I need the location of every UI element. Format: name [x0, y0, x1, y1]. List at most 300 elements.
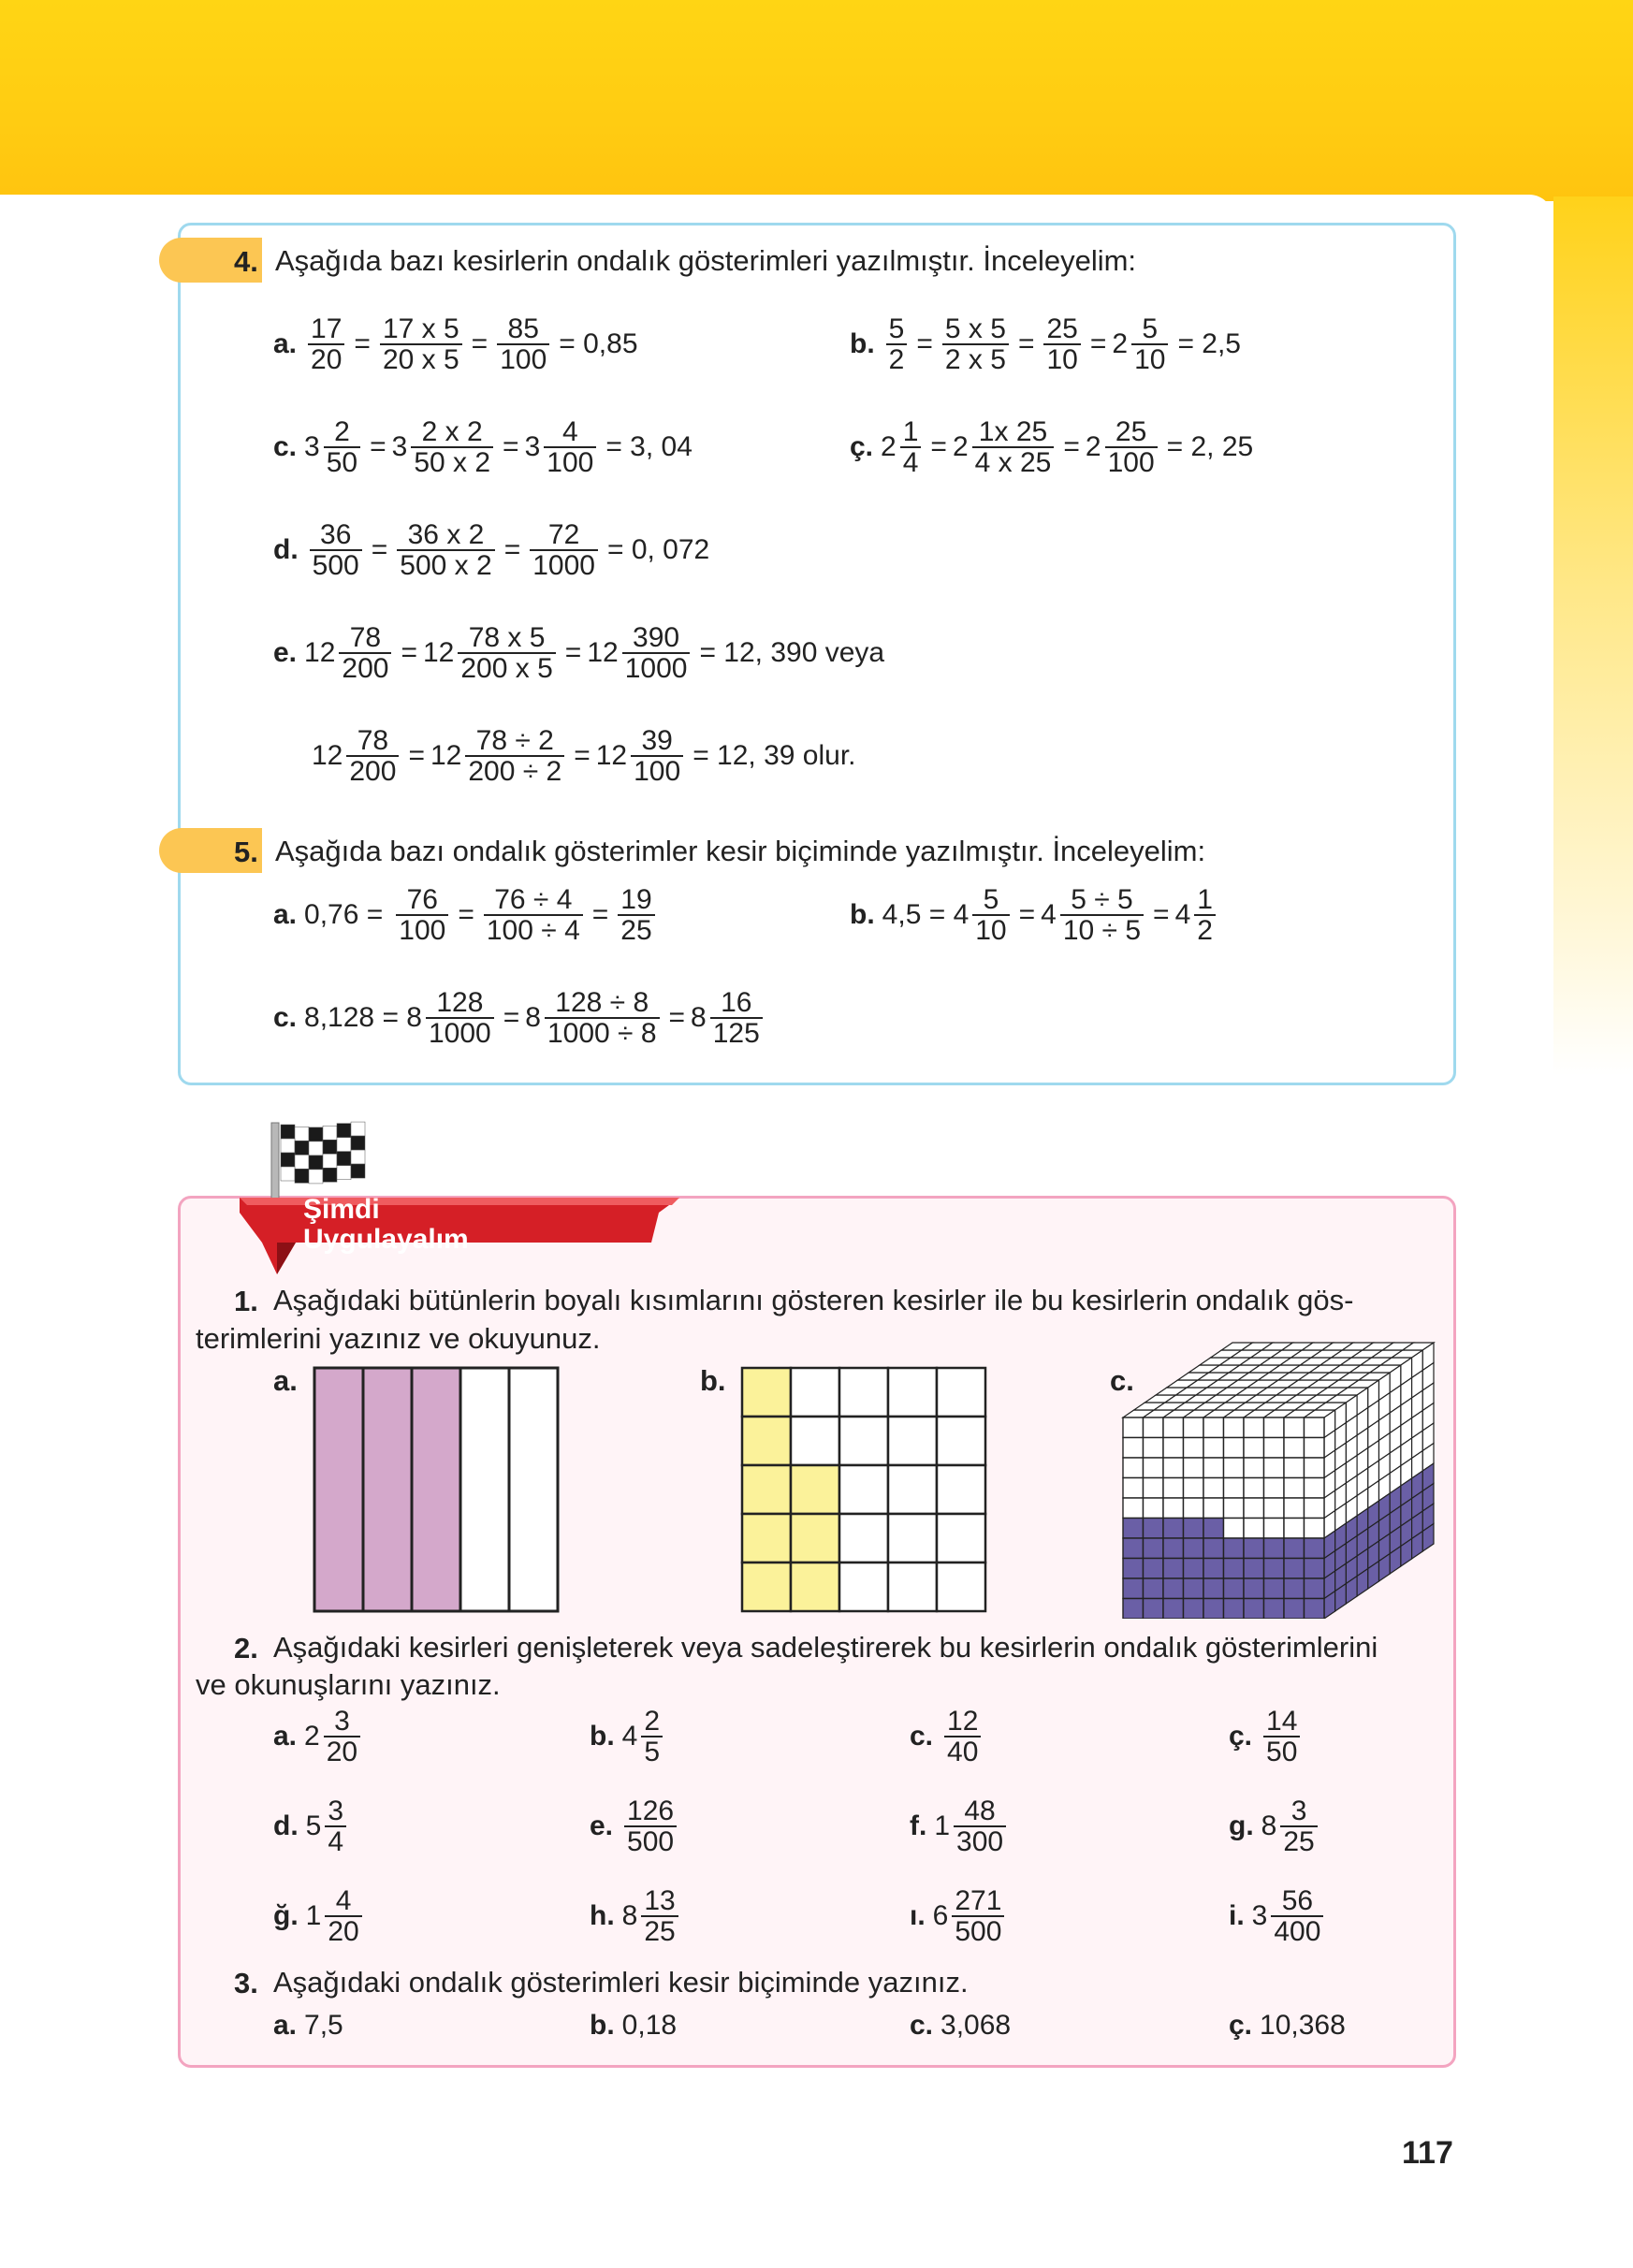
fraction: [641, 1707, 663, 1766]
flag-cell: [281, 1125, 295, 1139]
cube-cell: [1244, 1418, 1264, 1438]
flag-cell: [309, 1141, 323, 1156]
item-label: f.: [910, 1810, 927, 1842]
cube-cell: [1244, 1559, 1264, 1579]
cube-cell: [1224, 1458, 1245, 1478]
denominator: 20 x 5: [380, 343, 462, 374]
denominator: 10: [1131, 343, 1168, 374]
whole-part: 4: [1174, 899, 1191, 931]
denominator: 100: [497, 343, 549, 374]
example-4cc: [850, 417, 1259, 477]
decimal-value: 0,18: [621, 2010, 678, 2041]
item-label: a.: [273, 1721, 298, 1752]
flag-cell: [323, 1126, 337, 1140]
numerator: 1: [902, 416, 919, 447]
fraction: [641, 1886, 678, 1946]
flag-cell: [337, 1166, 351, 1180]
equals: =: [1153, 899, 1170, 931]
cube-cell: [1144, 1519, 1164, 1539]
cube-cell: [1284, 1519, 1305, 1539]
fraction: [1271, 1886, 1323, 1946]
denominator: 125: [710, 1017, 763, 1048]
cube-cell: [1224, 1538, 1245, 1559]
grid-cell: [791, 1563, 839, 1611]
whole-part: 2: [1085, 431, 1101, 463]
section4-intro: Aşağıda bazı kesirlerin ondalık gösterimleri yazılmıştır. İnceleyelim:: [275, 244, 1137, 277]
whole-part: 4: [1041, 899, 1057, 931]
flag-cell: [309, 1127, 323, 1141]
cube-cell: [1144, 1559, 1164, 1579]
cube-cell: [1244, 1538, 1264, 1559]
cube-cell: [1305, 1458, 1325, 1478]
cube-cell: [1284, 1538, 1305, 1559]
result: = 2, 25: [1166, 431, 1254, 463]
cube-cell: [1305, 1478, 1325, 1499]
cube-cell: [1284, 1559, 1305, 1579]
equals: =: [354, 328, 371, 360]
denominator: 200 x 5: [458, 652, 555, 683]
fraction: [324, 1707, 360, 1766]
fraction: [426, 988, 494, 1048]
equals: =: [503, 1002, 520, 1034]
numerator: 4: [335, 1885, 352, 1916]
numerator: 5 x 5: [944, 313, 1006, 344]
numerator: 78: [349, 622, 382, 653]
numerator: 1x 25: [978, 416, 1048, 447]
cube-cell: [1305, 1599, 1325, 1620]
example-4c: [273, 417, 698, 477]
fraction: [1280, 1796, 1317, 1856]
cube-cell: [1244, 1599, 1264, 1620]
item-label: a.: [273, 2010, 298, 2041]
q2-item: [273, 1796, 350, 1856]
denominator: 500: [310, 549, 362, 580]
numerator: 5: [1142, 313, 1159, 344]
numerator: 14: [1266, 1706, 1298, 1737]
denominator: 10: [972, 914, 1009, 945]
item-label: d.: [273, 534, 299, 566]
equals: =: [564, 637, 582, 669]
numerator: 3: [334, 1706, 350, 1737]
q3-item-b: [590, 2010, 677, 2042]
equals: =: [503, 431, 519, 463]
q2-item: [910, 1886, 1008, 1946]
cube-cell: [1264, 1478, 1285, 1499]
numerator: 56: [1281, 1885, 1314, 1916]
numerator: 72: [547, 519, 580, 550]
whole-part: 4: [621, 1721, 638, 1752]
cube-cell: [1203, 1498, 1224, 1519]
numerator: 16: [721, 987, 752, 1018]
cube-cell: [1163, 1498, 1184, 1519]
cube-cell: [1144, 1478, 1164, 1499]
denominator: 10: [1043, 343, 1080, 374]
numerator: 2 x 2: [421, 416, 483, 447]
q2-item: [1229, 1796, 1321, 1856]
cube-cell: [1244, 1478, 1264, 1499]
whole-part: 8: [525, 1002, 541, 1034]
flag-cell: [295, 1141, 309, 1155]
grid-cell: [888, 1368, 937, 1417]
whole-part: 5: [305, 1810, 322, 1842]
fraction: [458, 623, 555, 683]
q3-item-cc: [1229, 2010, 1346, 2042]
equals: =: [1017, 328, 1035, 360]
numerator: 13: [644, 1885, 676, 1916]
grid-cell: [937, 1514, 985, 1563]
item-label: c.: [910, 1721, 934, 1752]
example-4e: [273, 623, 890, 683]
result: = 0, 072: [606, 534, 710, 566]
grid-cell: [742, 1417, 791, 1465]
cube-cell: [1123, 1498, 1144, 1519]
grid-cell: [937, 1465, 985, 1514]
cube-cell: [1203, 1578, 1224, 1599]
cube-cell: [1123, 1599, 1144, 1620]
numerator: 12: [947, 1706, 979, 1737]
fraction: [1263, 1707, 1300, 1766]
equals: =: [668, 1002, 686, 1034]
q2-item: [910, 1707, 984, 1766]
fraction: [942, 314, 1009, 374]
q2-item: [590, 1796, 680, 1856]
fraction: [339, 623, 391, 683]
grid-cell: [742, 1563, 791, 1611]
flag-cell: [295, 1155, 309, 1169]
numerator: 78: [357, 725, 389, 756]
grid-cell: [888, 1514, 937, 1563]
item-label: e.: [590, 1810, 614, 1842]
denominator: 200: [339, 652, 391, 683]
cube-cell: [1123, 1478, 1144, 1499]
cube-cell: [1163, 1599, 1184, 1620]
cube-cell: [1224, 1418, 1245, 1438]
fraction: [325, 1796, 346, 1856]
cube-front-face: [1123, 1418, 1324, 1619]
cube-cell: [1224, 1438, 1245, 1459]
strip-cell: [314, 1368, 363, 1611]
cube-cell: [1163, 1458, 1184, 1478]
whole-part: 12: [587, 637, 619, 669]
denominator: 1000: [622, 652, 691, 683]
whole-part: 1: [305, 1900, 322, 1932]
numerator: 78 x 5: [468, 622, 546, 653]
q2-item: [1229, 1707, 1304, 1766]
cube-cell: [1264, 1599, 1285, 1620]
equals: =: [574, 740, 591, 772]
denominator: 20: [308, 343, 344, 374]
whole-part: 12: [423, 637, 455, 669]
cube-cell: [1284, 1578, 1305, 1599]
item-label: a.: [273, 899, 298, 931]
cube-cell: [1123, 1538, 1144, 1559]
numerator: 5: [888, 313, 905, 344]
cube-cell: [1184, 1478, 1204, 1499]
equals: =: [591, 899, 609, 931]
example-4a: [273, 314, 644, 374]
denominator: 50: [324, 446, 360, 477]
denominator: 2: [1194, 914, 1216, 945]
fraction: [380, 314, 462, 374]
denominator: 20: [324, 1736, 360, 1766]
fraction: [972, 885, 1009, 945]
numerator: 19: [620, 884, 652, 915]
grid-cell: [937, 1417, 985, 1465]
cube-cell: [1163, 1519, 1184, 1539]
fraction: [1060, 885, 1144, 945]
cube-cell: [1224, 1519, 1245, 1539]
whole-part: 2: [304, 1721, 320, 1752]
flag-cell: [281, 1139, 295, 1153]
denominator: 4: [900, 446, 922, 477]
question-number-1: 1.: [234, 1285, 258, 1317]
item-label: b.: [590, 1721, 615, 1752]
decimal-value: 10,368: [1260, 2010, 1346, 2041]
strip-cell: [412, 1368, 460, 1611]
cube-cell: [1144, 1538, 1164, 1559]
flag-cell: [323, 1168, 337, 1182]
numerator: 48: [964, 1796, 996, 1826]
denominator: 100: [631, 755, 683, 786]
item-label: g.: [1229, 1810, 1254, 1842]
item-label: b.: [850, 899, 875, 931]
cube-cell: [1203, 1458, 1224, 1478]
item-label: c.: [273, 1002, 298, 1034]
figure-label-a: a.: [273, 1364, 298, 1397]
whole-part: 12: [312, 740, 343, 772]
numerator: 2: [644, 1706, 661, 1737]
denominator: 500: [952, 1915, 1004, 1946]
cube-cell: [1203, 1418, 1224, 1438]
fraction: [497, 314, 549, 374]
q2-item: [910, 1796, 1010, 1856]
q2-text-line2: ve okunuşlarını yazınız.: [196, 1668, 501, 1701]
equals: =: [503, 534, 521, 566]
fraction: [530, 520, 598, 580]
cube-cell: [1123, 1559, 1144, 1579]
cube-cell: [1224, 1578, 1245, 1599]
item-label: b.: [590, 2010, 615, 2041]
item-label: h.: [590, 1900, 615, 1932]
item-label: ç.: [1229, 2010, 1253, 2041]
result: = 12, 39 olur.: [693, 740, 856, 772]
cube-cell: [1184, 1438, 1204, 1459]
numerator: 4: [561, 416, 578, 447]
cube-cell: [1184, 1538, 1204, 1559]
denominator: 500 x 2: [397, 549, 494, 580]
cube-cell: [1203, 1519, 1224, 1539]
numerator: 126: [627, 1796, 675, 1826]
denominator: 2: [886, 343, 908, 374]
denominator: 100: [396, 914, 448, 945]
numerator: 2: [334, 416, 350, 447]
numerator: 25: [1046, 313, 1078, 344]
cube-cell: [1163, 1438, 1184, 1459]
denominator: 50 x 2: [411, 446, 493, 477]
fraction: [545, 988, 660, 1048]
denominator: 25: [1280, 1825, 1317, 1856]
grid-cell: [742, 1514, 791, 1563]
cube-cell: [1203, 1538, 1224, 1559]
fraction: [310, 520, 362, 580]
cube-cell: [1305, 1418, 1325, 1438]
fraction: [1105, 417, 1158, 477]
denominator: 4: [325, 1825, 346, 1856]
denominator: 2 x 5: [942, 343, 1009, 374]
cube-figure: [1118, 1338, 1441, 1619]
example-4d: [273, 520, 715, 580]
cube-cell: [1203, 1478, 1224, 1499]
strip-cell: [460, 1368, 509, 1611]
banner-title-line1: Şimdi: [303, 1194, 380, 1225]
grid-cell: [888, 1465, 937, 1514]
cube-cell: [1203, 1599, 1224, 1620]
fraction: [544, 417, 596, 477]
cube-cell: [1284, 1438, 1305, 1459]
fraction: [1194, 885, 1216, 945]
flag-cell: [337, 1152, 351, 1166]
whole-part: 2: [881, 431, 897, 463]
equals: =: [370, 431, 386, 463]
grid-cell: [888, 1563, 937, 1611]
whole-part: 3: [1251, 1900, 1268, 1932]
cube-cell: [1224, 1478, 1245, 1499]
flag-cell: [281, 1153, 295, 1167]
item-label: e.: [273, 637, 298, 669]
whole-part: 12: [430, 740, 462, 772]
cube-cell: [1144, 1458, 1164, 1478]
question-number-5: 5.: [234, 836, 258, 868]
flag-cell: [295, 1127, 309, 1141]
cube-cell: [1144, 1599, 1164, 1620]
whole-part: 3: [391, 431, 408, 463]
numerator: 76: [406, 884, 438, 915]
denominator: 10 ÷ 5: [1060, 914, 1144, 945]
flag-cell: [323, 1140, 337, 1154]
cube-cell: [1264, 1519, 1285, 1539]
cube-cell: [1264, 1498, 1285, 1519]
page-number: 117: [1402, 2135, 1453, 2171]
equals: =: [1063, 431, 1080, 463]
cube-cell: [1123, 1519, 1144, 1539]
fraction: [325, 1886, 361, 1946]
fraction: [411, 417, 493, 477]
item-label: c.: [273, 431, 298, 463]
example-5c: [273, 988, 766, 1048]
cube-cell: [1184, 1578, 1204, 1599]
cube-cell: [1163, 1578, 1184, 1599]
grid-cell: [839, 1465, 888, 1514]
fraction: [484, 885, 583, 945]
item-label: ı.: [910, 1900, 926, 1932]
q1-text-line1: Aşağıdaki bütünlerin boyalı kısımlarını gösteren kesirler ile bu kesirlerin ondalık gös-: [273, 1284, 1354, 1316]
q3-item-c: [910, 2010, 1011, 2042]
figure-label-b: b.: [700, 1364, 726, 1397]
numerator: 390: [633, 622, 680, 653]
cube-cell: [1264, 1538, 1285, 1559]
fraction: [622, 623, 691, 683]
flag-cell: [337, 1138, 351, 1152]
whole-part: 3: [524, 431, 541, 463]
denominator: 25: [618, 914, 654, 945]
cube-cell: [1184, 1519, 1204, 1539]
fraction: [346, 726, 399, 786]
cube-cell: [1184, 1498, 1204, 1519]
fraction: [972, 417, 1055, 477]
cube-cell: [1244, 1498, 1264, 1519]
cube-cell: [1284, 1458, 1305, 1478]
item-label: b.: [850, 328, 875, 360]
cube-cell: [1144, 1438, 1164, 1459]
cube-cell: [1163, 1418, 1184, 1438]
q3-text: Aşağıdaki ondalık gösterimleri kesir biçiminde yazınız.: [273, 1966, 969, 1999]
flag-cell: [337, 1124, 351, 1138]
q2-item: [590, 1707, 666, 1766]
q2-item: [273, 1886, 366, 1946]
cube-cell: [1144, 1578, 1164, 1599]
cube-cell: [1123, 1418, 1144, 1438]
equals: =: [916, 328, 933, 360]
cube-cell: [1244, 1438, 1264, 1459]
top-color-band: [0, 0, 1633, 201]
fraction: [886, 314, 908, 374]
cube-cell: [1264, 1438, 1285, 1459]
numerator: 5 ÷ 5: [1071, 884, 1133, 915]
fraction: [1043, 314, 1080, 374]
denominator: 1000: [426, 1017, 494, 1048]
cube-cell: [1284, 1498, 1305, 1519]
denominator: 500: [624, 1825, 677, 1856]
grid-cell: [839, 1563, 888, 1611]
cube-cell: [1244, 1458, 1264, 1478]
whole-part: 8: [691, 1002, 707, 1034]
cube-cell: [1224, 1498, 1245, 1519]
flag-cell: [281, 1167, 295, 1181]
denominator: 20: [325, 1915, 361, 1946]
cube-cell: [1144, 1498, 1164, 1519]
flag-cell: [309, 1170, 323, 1184]
cube-cell: [1284, 1599, 1305, 1620]
decimal-value: 8,128 = 8: [304, 1002, 422, 1034]
flag-cell: [351, 1136, 365, 1150]
grid-cell: [742, 1368, 791, 1417]
denominator: 100: [544, 446, 596, 477]
equals: =: [1018, 899, 1036, 931]
denominator: 400: [1271, 1915, 1323, 1946]
cube-cell: [1184, 1418, 1204, 1438]
fraction: [465, 726, 564, 786]
strip-cell: [363, 1368, 412, 1611]
cube-cell: [1203, 1438, 1224, 1459]
equals: =: [401, 637, 417, 669]
q2-item: [273, 1707, 364, 1766]
cube-cell: [1305, 1538, 1325, 1559]
result: = 3, 04: [605, 431, 693, 463]
numerator: 17 x 5: [382, 313, 459, 344]
denominator: 300: [954, 1825, 1006, 1856]
strip-figure: [313, 1366, 561, 1614]
equals: =: [408, 740, 425, 772]
question-number-3: 3.: [234, 1967, 258, 1999]
grid-cell: [888, 1417, 937, 1465]
denominator: 5: [641, 1736, 663, 1766]
numerator: 271: [955, 1885, 1002, 1916]
numerator: 85: [507, 313, 539, 344]
grid-cell: [839, 1514, 888, 1563]
whole-part: 8: [1261, 1810, 1277, 1842]
equals: =: [371, 534, 388, 566]
flag-cell: [323, 1154, 337, 1168]
